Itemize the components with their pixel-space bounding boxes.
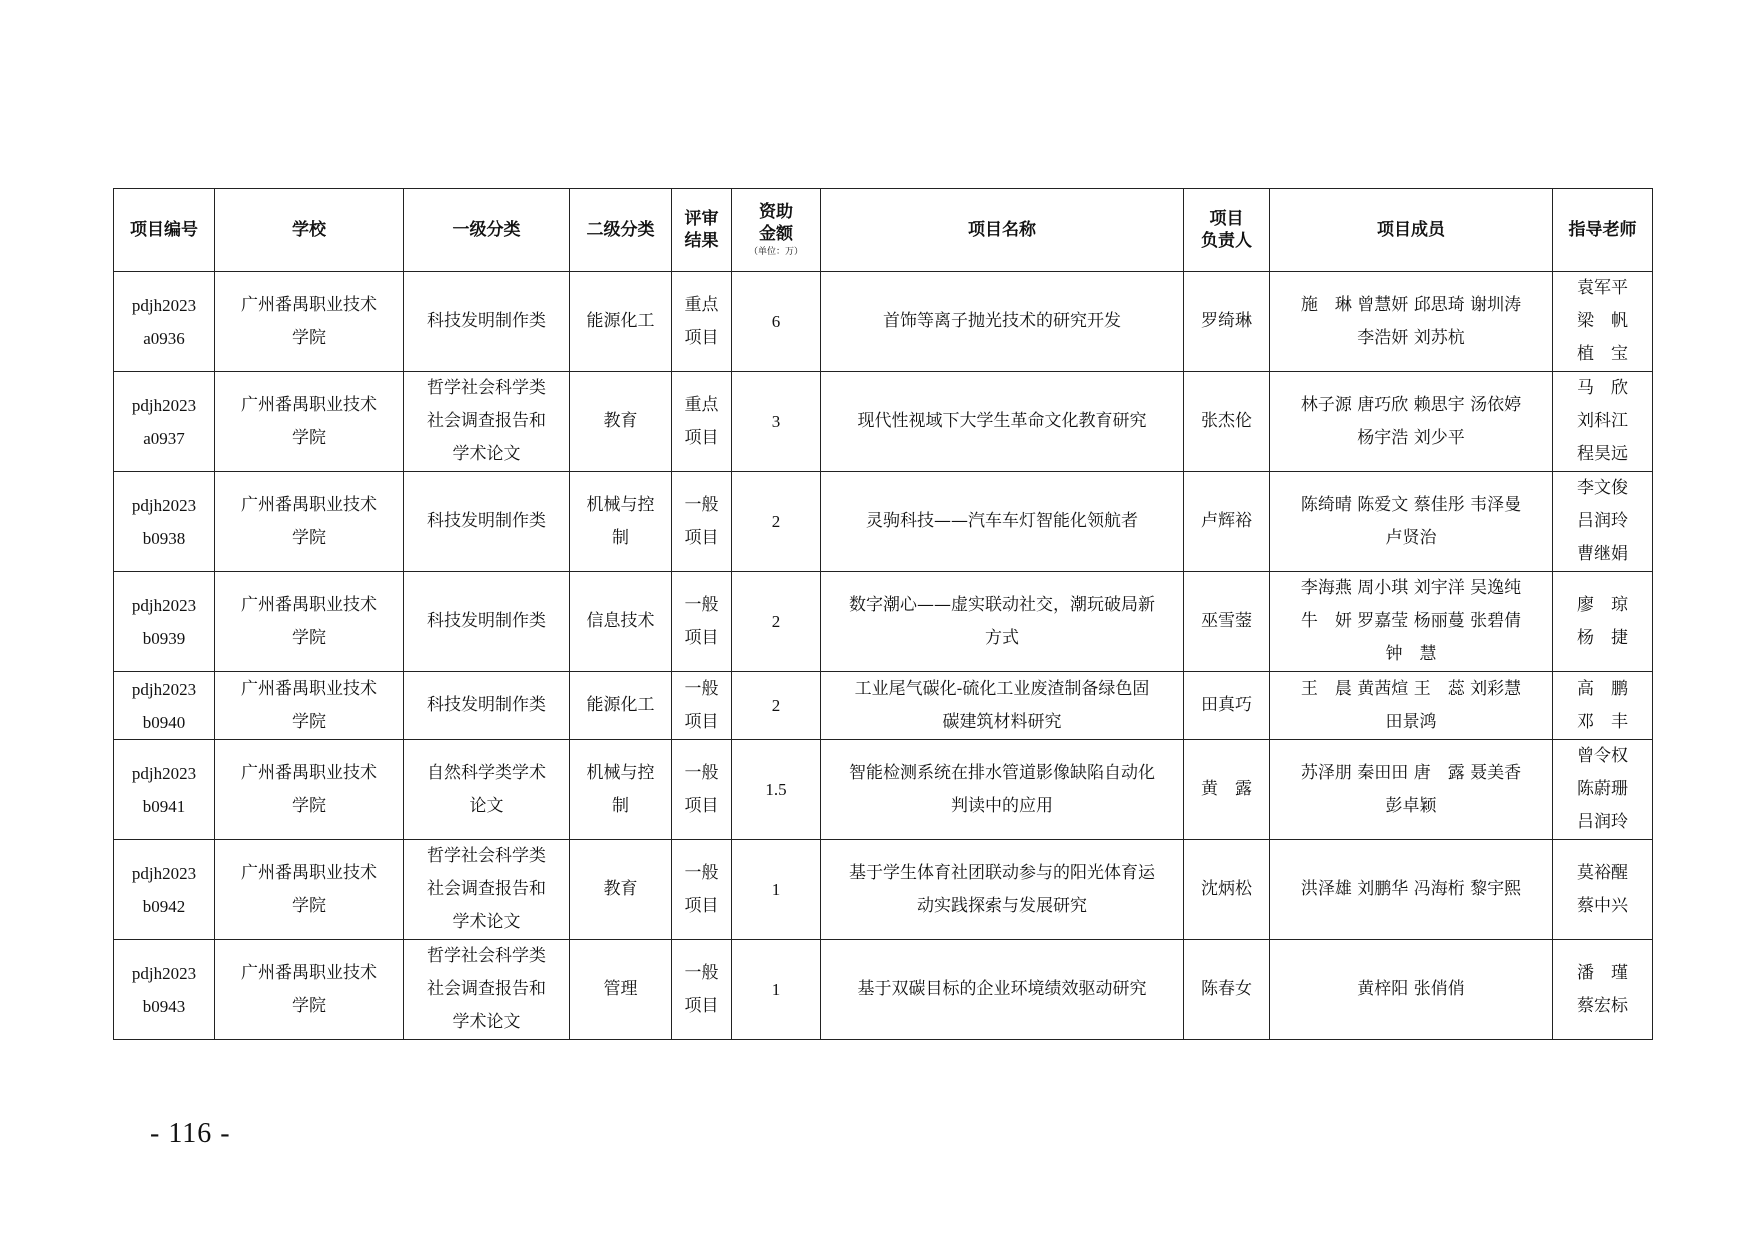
cell-members: 施 琳 曾慧妍 邱思琦 谢圳涛 李浩妍 刘苏杭 [1270, 272, 1553, 372]
header-leader [1184, 189, 1270, 272]
cell-leader: 沈炳松 [1184, 840, 1270, 940]
cell-cat2: 机械与控 制 [570, 740, 672, 840]
header-school-label: 学校 [292, 220, 326, 240]
table-row [114, 940, 1653, 1040]
cell-result: 重点 项目 [672, 372, 732, 472]
cell-code: pdjh2023 b0943 [114, 940, 215, 1040]
cell-name: 智能检测系统在排水管道影像缺陷自动化 判读中的应用 [821, 740, 1184, 840]
cell-name: 首饰等离子抛光技术的研究开发 [821, 272, 1184, 372]
cell-result: 重点 项目 [672, 272, 732, 372]
header-advisors-label: 指导老师 [1568, 220, 1637, 240]
cell-members: 李海燕 周小琪 刘宇洋 吴逸纯 牛 妍 罗嘉莹 杨丽蔓 张碧倩 钟 慧 [1270, 572, 1553, 672]
header-cat1 [404, 189, 570, 272]
cell-cat2: 教育 [570, 372, 672, 472]
table-row [114, 372, 1653, 472]
cell-advisors: 莫裕醒 蔡中兴 [1553, 840, 1653, 940]
cell-cat2: 信息技术 [570, 572, 672, 672]
cell-amount: 1.5 [732, 740, 821, 840]
cell-advisors: 袁军平 梁 帆 植 宝 [1553, 272, 1653, 372]
cell-advisors: 曾令权 陈蔚珊 吕润玲 [1553, 740, 1653, 840]
cell-school: 广州番禺职业技术 学院 [215, 940, 404, 1040]
cell-leader: 黄 露 [1184, 740, 1270, 840]
header-leader-label: 项目 负责人 [1201, 209, 1252, 251]
cell-school: 广州番禺职业技术 学院 [215, 272, 404, 372]
cell-code: pdjh2023 b0941 [114, 740, 215, 840]
header-cat1-label: 一级分类 [452, 220, 521, 240]
cell-code: pdjh2023 b0942 [114, 840, 215, 940]
cell-members: 王 晨 黄茜煊 王 蕊 刘彩慧 田景鸿 [1270, 672, 1553, 740]
cell-members: 林子源 唐巧欣 赖思宇 汤依婷 杨宇浩 刘少平 [1270, 372, 1553, 472]
cell-cat1: 哲学社会科学类 社会调查报告和 学术论文 [404, 840, 570, 940]
cell-result: 一般 项目 [672, 472, 732, 572]
header-cat2-label: 二级分类 [586, 220, 655, 240]
table-row [114, 672, 1653, 740]
header-amount-unit: （单位：万） [748, 247, 803, 257]
cell-school: 广州番禺职业技术 学院 [215, 472, 404, 572]
cell-amount: 1 [732, 940, 821, 1040]
header-code-label: 项目编号 [130, 220, 198, 240]
cell-code: pdjh2023 b0938 [114, 472, 215, 572]
cell-code: pdjh2023 b0939 [114, 572, 215, 672]
cell-cat1: 科技发明制作类 [404, 272, 570, 372]
cell-cat1: 哲学社会科学类 社会调查报告和 学术论文 [404, 940, 570, 1040]
header-result [672, 189, 732, 272]
projects-table [113, 188, 1653, 1040]
page-number: - 116 - [150, 1118, 231, 1149]
cell-name: 基于双碳目标的企业环境绩效驱动研究 [821, 940, 1184, 1040]
header-members-label: 项目成员 [1377, 220, 1445, 240]
cell-cat1: 哲学社会科学类 社会调查报告和 学术论文 [404, 372, 570, 472]
cell-school: 广州番禺职业技术 学院 [215, 372, 404, 472]
header-row [114, 189, 1653, 272]
header-members [1270, 189, 1553, 272]
cell-members: 陈绮晴 陈爱文 蔡佳彤 韦泽曼 卢贤治 [1270, 472, 1553, 572]
cell-result: 一般 项目 [672, 940, 732, 1040]
cell-advisors: 李文俊 吕润玲 曹继娟 [1553, 472, 1653, 572]
cell-result: 一般 项目 [672, 572, 732, 672]
cell-leader: 田真巧 [1184, 672, 1270, 740]
header-name [821, 189, 1184, 272]
cell-result: 一般 项目 [672, 740, 732, 840]
cell-members: 洪泽雄 刘鹏华 冯海桁 黎宇熙 [1270, 840, 1553, 940]
cell-result: 一般 项目 [672, 840, 732, 940]
header-result-label: 评审 结果 [684, 209, 719, 251]
cell-name: 工业尾气碳化-硫化工业废渣制备绿色固 碳建筑材料研究 [821, 672, 1184, 740]
cell-amount: 1 [732, 840, 821, 940]
cell-name: 基于学生体育社团联动参与的阳光体育运 动实践探索与发展研究 [821, 840, 1184, 940]
cell-leader: 卢辉裕 [1184, 472, 1270, 572]
table-row [114, 740, 1653, 840]
cell-amount: 2 [732, 472, 821, 572]
cell-cat1: 科技发明制作类 [404, 472, 570, 572]
cell-cat1: 自然科学类学术 论文 [404, 740, 570, 840]
cell-school: 广州番禺职业技术 学院 [215, 840, 404, 940]
table-row [114, 572, 1653, 672]
header-amount [732, 189, 821, 272]
header-advisors [1553, 189, 1653, 272]
header-school [215, 189, 404, 272]
cell-cat2: 管理 [570, 940, 672, 1040]
cell-name: 数字潮心——虚实联动社交，潮玩破局新 方式 [821, 572, 1184, 672]
cell-cat2: 教育 [570, 840, 672, 940]
cell-result: 一般 项目 [672, 672, 732, 740]
cell-code: pdjh2023 a0936 [114, 272, 215, 372]
table-body [114, 272, 1653, 1040]
cell-leader: 张杰伦 [1184, 372, 1270, 472]
cell-school: 广州番禺职业技术 学院 [215, 572, 404, 672]
cell-amount: 2 [732, 572, 821, 672]
cell-cat2: 能源化工 [570, 272, 672, 372]
cell-amount: 3 [732, 372, 821, 472]
cell-leader: 巫雪蓥 [1184, 572, 1270, 672]
cell-cat1: 科技发明制作类 [404, 572, 570, 672]
table-row [114, 472, 1653, 572]
cell-school: 广州番禺职业技术 学院 [215, 740, 404, 840]
cell-advisors: 潘 瑾 蔡宏标 [1553, 940, 1653, 1040]
header-code [114, 189, 215, 272]
header-amount-label: 资助 金额 [759, 202, 793, 244]
cell-cat1: 科技发明制作类 [404, 672, 570, 740]
cell-advisors: 马 欣 刘科江 程昊远 [1553, 372, 1653, 472]
cell-cat2: 能源化工 [570, 672, 672, 740]
header-name-label: 项目名称 [968, 220, 1036, 240]
header-cat2 [570, 189, 672, 272]
cell-amount: 6 [732, 272, 821, 372]
cell-leader: 陈春女 [1184, 940, 1270, 1040]
cell-school: 广州番禺职业技术 学院 [215, 672, 404, 740]
cell-leader: 罗绮琳 [1184, 272, 1270, 372]
cell-amount: 2 [732, 672, 821, 740]
cell-advisors: 廖 琼 杨 捷 [1553, 572, 1653, 672]
cell-cat2: 机械与控 制 [570, 472, 672, 572]
cell-advisors: 高 鹏 邓 丰 [1553, 672, 1653, 740]
cell-name: 现代性视域下大学生革命文化教育研究 [821, 372, 1184, 472]
table-row [114, 272, 1653, 372]
cell-code: pdjh2023 b0940 [114, 672, 215, 740]
cell-name: 灵驹科技——汽车车灯智能化领航者 [821, 472, 1184, 572]
cell-members: 黄梓阳 张俏俏 [1270, 940, 1553, 1040]
cell-members: 苏泽朋 秦田田 唐 露 聂美香 彭卓颖 [1270, 740, 1553, 840]
cell-code: pdjh2023 a0937 [114, 372, 215, 472]
table-row [114, 840, 1653, 940]
